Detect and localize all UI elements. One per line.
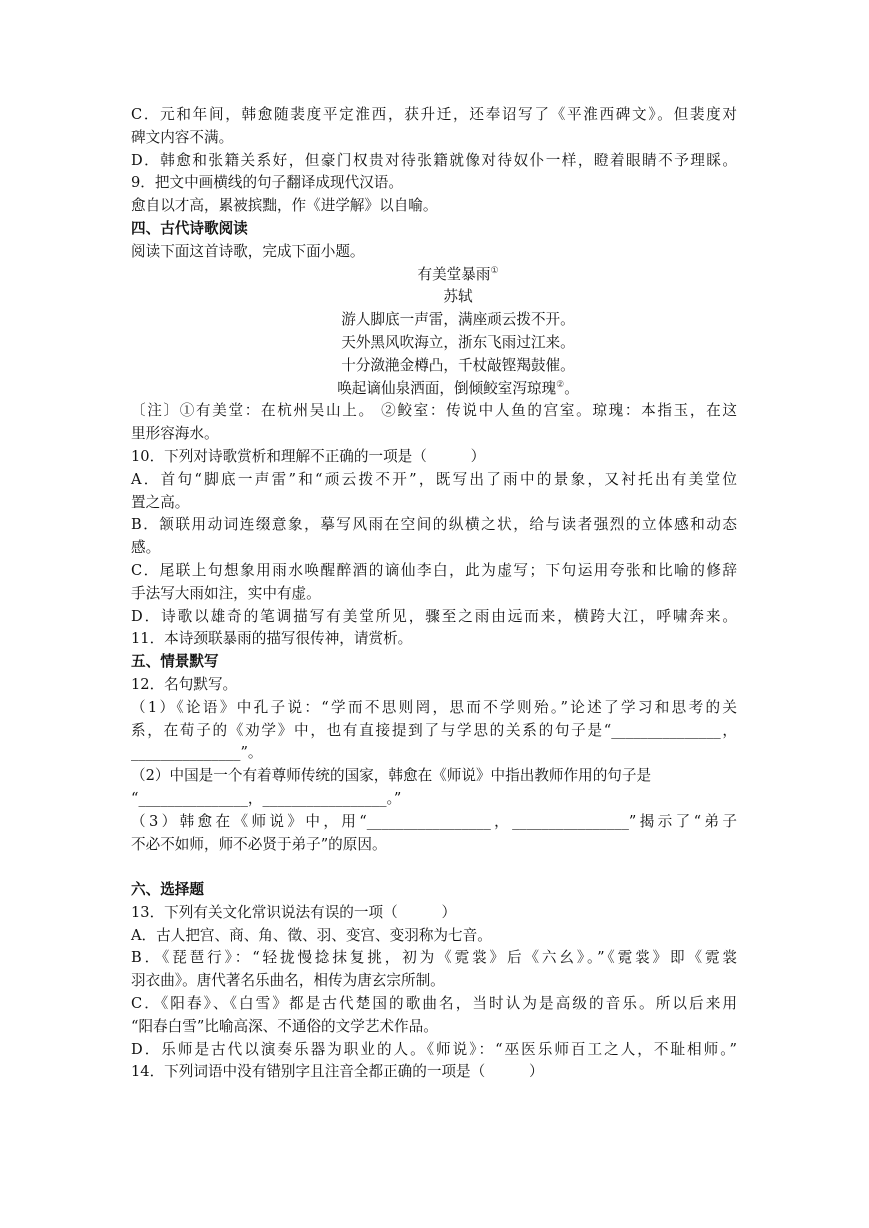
text-line <box>131 742 737 765</box>
text-line <box>131 674 737 697</box>
text-line <box>131 1061 737 1084</box>
line-text: （1）《论语》中孔子说：“学而不思则罔，思而不学则殆。”论述了学习和思考的关 <box>131 698 737 716</box>
line-text: 10．下列对诗歌赏析和理解不正确的一项是（ ） <box>131 447 486 465</box>
line-text: D．韩愈和张籍关系好，但豪门权贵对待张籍就像对待奴仆一样，瞪着眼睛不予理睬。 <box>131 151 737 169</box>
blank-line <box>131 856 737 879</box>
line-text: 苏轼 <box>443 288 473 306</box>
line-text: _______________”。 <box>131 744 263 762</box>
line-text: 阅读下面这首诗歌，完成下面小题。 <box>131 242 365 260</box>
line-text: “_______________，_________________。” <box>131 789 402 807</box>
line-text: 十分潋滟金樽凸，千杖敲铿羯鼓催。 <box>341 356 575 374</box>
line-text: 9．把文中画横线的句子翻译成现代汉语。 <box>131 174 403 192</box>
text-line <box>131 628 737 651</box>
line-text: 唤起谪仙泉洒面，倒倾鲛室泻琼瑰 <box>337 379 557 397</box>
footnote-marker: ① <box>490 265 499 276</box>
line-text: 碑文内容不满。 <box>131 128 234 146</box>
poem-line <box>131 378 737 401</box>
line-text: 〔注〕①有美堂：在杭州吴山上。 ②鲛室：传说中人鱼的宫室。琼瑰：本指玉，在这 <box>131 402 737 420</box>
text-line <box>131 1039 737 1062</box>
text-line <box>131 104 737 127</box>
text-line <box>131 150 737 173</box>
poem-line <box>131 332 737 355</box>
line-text: 五、情景默写 <box>131 653 219 671</box>
line-text: （2）中国是一个有着尊师传统的国家，韩愈在《师说》中指出教师作用的句子是 <box>131 767 652 785</box>
line-text: 11．本诗颈联暴雨的描写很传神，请赏析。 <box>131 630 413 648</box>
line-text: C．尾联上句想象用雨水唤醒醉酒的谪仙李白，此为虚写；下句运用夸张和比喻的修辞 <box>131 561 737 579</box>
text-line <box>131 469 737 492</box>
line-text: 感。 <box>131 539 161 557</box>
text-line <box>131 902 737 925</box>
line-text: 13．下列有关文化常识说法有误的一项（ ） <box>131 903 457 921</box>
line-text: 有美堂暴雨 <box>417 265 491 283</box>
text-line <box>131 446 737 469</box>
line-text: 12．名句默写。 <box>131 675 238 693</box>
text-line <box>131 241 737 264</box>
line-text: C．《阳春》、《白雪》都是古代楚国的歌曲名，当时认为是高级的音乐。所以后来用 <box>131 995 737 1013</box>
text-line <box>131 514 737 537</box>
text-line <box>131 492 737 515</box>
section-heading <box>131 651 737 674</box>
line-text: A．古人把宫、商、角、徵、羽、变宫、变羽称为七音。 <box>131 926 492 944</box>
line-text: 四、古代诗歌阅读 <box>131 219 248 237</box>
text-line <box>131 606 737 629</box>
line-text: A．首句“脚底一声雷”和“顽云拨不开”，既写出了雨中的景象，又衬托出有美堂位 <box>131 470 737 488</box>
line-tail: 。 <box>564 379 579 397</box>
text-line <box>131 560 737 583</box>
poem-line <box>131 355 737 378</box>
text-line <box>131 720 737 743</box>
line-text: 游人脚底一声雷，满座顽云拨不开。 <box>341 311 575 329</box>
text-line <box>131 925 737 948</box>
document-content <box>131 104 737 1084</box>
section-heading <box>131 879 737 902</box>
line-text: 不必不如师，师不必贤于弟子”的原因。 <box>131 835 387 853</box>
line-text: “阳春白雪”比喻高深、不通俗的文学艺术作品。 <box>131 1017 438 1035</box>
line-text: （3）韩愈在《师说》中，用“_________________，________________”揭示了“弟子 <box>131 812 737 830</box>
line-text: 六、选择题 <box>131 881 204 899</box>
text-line <box>131 788 737 811</box>
text-line <box>131 947 737 970</box>
text-line <box>131 423 737 446</box>
text-line <box>131 537 737 560</box>
line-text: D．乐师是古代以演奏乐器为职业的人。《师说》：“巫医乐师百工之人，不耻相师。” <box>131 1040 737 1058</box>
text-line <box>131 970 737 993</box>
text-line <box>131 400 737 423</box>
text-line <box>131 583 737 606</box>
text-line <box>131 834 737 857</box>
text-line <box>131 195 737 218</box>
line-text: 羽衣曲》。唐代著名乐曲名，相传为唐玄宗所制。 <box>131 972 445 990</box>
line-text: 14．下列词语中没有错别字且注音全都正确的一项是（ ） <box>131 1063 544 1081</box>
line-text: 置之高。 <box>131 493 190 511</box>
text-line <box>131 172 737 195</box>
footnote-marker: ② <box>556 379 565 390</box>
line-text: 手法写大雨如注，实中有虚。 <box>131 584 321 602</box>
line-text: 愈自以才高，累被摈黜，作《进学解》以自喻。 <box>131 197 438 215</box>
section-heading <box>131 218 737 241</box>
line-text: D．诗歌以雄奇的笔调描写有美堂所见，骤至之雨由远而来，横跨大江，呼啸奔来。 <box>131 607 737 625</box>
text-line <box>131 765 737 788</box>
text-line <box>131 697 737 720</box>
poem-line <box>131 264 737 287</box>
line-text: B．《琵琶行》：“轻拢慢捻抹复挑，初为《霓裳》后《六幺》。”《霓裳》即《霓裳 <box>131 949 737 967</box>
poem-line <box>131 286 737 309</box>
line-text: C．元和年间，韩愈随裴度平定淮西，获升迁，还奉诏写了《平淮西碑文》。但裴度对 <box>131 106 737 123</box>
text-line <box>131 811 737 834</box>
line-text: 系，在荀子的《劝学》中，也有直接提到了与学思的关系的句子是“_______________， <box>131 721 737 739</box>
poem-line <box>131 309 737 332</box>
line-text: 天外黑风吹海立，浙东飞雨过江来。 <box>341 333 575 351</box>
line-text: B．颔联用动词连缀意象，摹写风雨在空间的纵横之状，给与读者强烈的立体感和动态 <box>131 516 737 534</box>
text-line <box>131 1016 737 1039</box>
line-text: 里形容海水。 <box>131 425 219 443</box>
text-line <box>131 127 737 150</box>
text-line <box>131 993 737 1016</box>
